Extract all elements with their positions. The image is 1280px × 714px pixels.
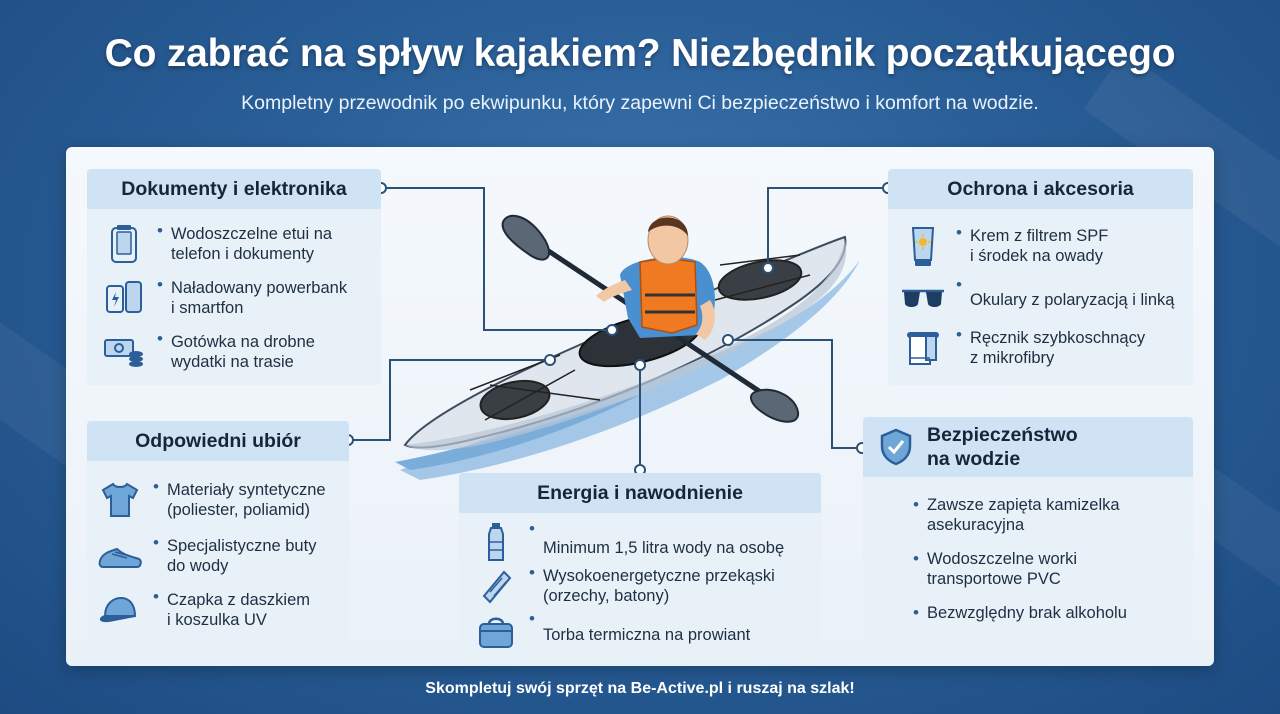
- item-text: Wodoszczelne etui na: [170, 225, 333, 243]
- list-item: • Torba termiczna na prowiant: [473, 609, 750, 655]
- protection-card: [888, 169, 1193, 385]
- item-text: Ręcznik szybkoschnący: [969, 329, 1146, 347]
- item-text: do wody: [166, 557, 229, 575]
- list-item: • Naładowany powerbank i smartfon: [101, 275, 347, 321]
- item-text: Specjalistyczne buty: [166, 537, 317, 555]
- item-text: Torba termiczna na prowiant: [542, 626, 751, 644]
- item-text: Gotówka na drobne: [170, 333, 315, 351]
- sunglasses-icon: [900, 275, 946, 321]
- documents-card-title: Dokumenty i elektronika: [87, 169, 381, 209]
- item-text: Wysokoenergetyczne przekąski: [542, 567, 775, 585]
- item-text: Bezwzględny brak alkoholu: [926, 604, 1127, 622]
- footer-cta: Skompletuj swój sprzęt na Be-Active.pl i ruszaj na szlak!: [425, 680, 855, 697]
- item-text: (orzechy, batony): [542, 587, 670, 605]
- clothing-card-title: Odpowiedni ubiór: [87, 421, 349, 461]
- tshirt-icon: [97, 477, 143, 523]
- item-text: Wodoszczelne worki: [926, 550, 1078, 568]
- safety-card: [863, 417, 1193, 643]
- item-text: Zawsze zapięta kamizelka: [926, 496, 1120, 514]
- protection-card-title: Ochrona i akcesoria: [888, 169, 1193, 209]
- shield-check-icon: [879, 428, 913, 466]
- towel-icon: [900, 325, 946, 371]
- page-subtitle: Kompletny przewodnik po ekwipunku, który zapewni Ci bezpieczeństwo i komfort na wodzie.: [241, 92, 1039, 114]
- list-item: • Zawsze zapięta kamizelka asekuracyjna: [913, 495, 1120, 534]
- list-item: • Materiały syntetyczne (poliester, poliamid): [97, 477, 326, 523]
- list-item: • Wysokoenergetyczne przekąski (orzechy, batony): [473, 563, 775, 609]
- energy-card-title: Energia i nawodnienie: [459, 473, 821, 513]
- item-text: i koszulka UV: [166, 611, 267, 629]
- list-item: • Specjalistyczne buty do wody: [97, 533, 316, 579]
- list-item: • Krem z filtrem SPF i środek na owady: [900, 223, 1108, 269]
- water-bottle-icon: [473, 519, 519, 565]
- kayaker-icon: [596, 216, 715, 340]
- item-text: telefon i dokumenty: [170, 245, 315, 263]
- list-item: • Wodoszczelne worki transportowe PVC: [913, 549, 1078, 588]
- safety-card-title-line1: Bezpieczeństwo: [927, 424, 1078, 446]
- item-text: Materiały syntetyczne: [166, 481, 326, 499]
- list-item: • Gotówka na drobne wydatki na trasie: [101, 329, 315, 375]
- item-text: z mikrofibry: [969, 349, 1055, 367]
- item-text: Minimum 1,5 litra wody na osobę: [542, 539, 785, 557]
- list-item: • Ręcznik szybkoschnący z mikrofibry: [900, 325, 1145, 371]
- item-text: transportowe PVC: [926, 570, 1061, 588]
- item-text: (poliester, poliamid): [166, 501, 311, 519]
- safety-card-header: [863, 417, 1193, 477]
- powerbank-icon: [101, 275, 147, 321]
- snack-bar-icon: [473, 563, 519, 609]
- list-item: • Bezwzględny brak alkoholu: [913, 603, 1127, 622]
- cooler-bag-icon: [473, 609, 519, 655]
- clothing-card: [87, 421, 349, 643]
- cap-icon: [97, 587, 143, 633]
- cash-icon: [101, 329, 147, 375]
- item-text: asekuracyjna: [926, 516, 1025, 534]
- item-text: Okulary z polaryzacją i linką: [969, 290, 1175, 309]
- energy-card: [459, 473, 821, 665]
- page-title: Co zabrać na spływ kajakiem? Niezbędnik początkującego: [104, 32, 1176, 75]
- water-shoe-icon: [97, 533, 143, 579]
- list-item: • Wodoszczelne etui na telefon i dokumenty: [101, 221, 332, 267]
- item-text: wydatki na trasie: [170, 353, 294, 371]
- item-text: i środek na owady: [969, 247, 1103, 265]
- waterproof-phone-case-icon: [101, 221, 147, 267]
- documents-card: [87, 169, 381, 385]
- item-text: Czapka z daszkiem: [166, 591, 311, 609]
- item-text: Krem z filtrem SPF: [969, 227, 1109, 245]
- list-item: • Minimum 1,5 litra wody na osobę: [473, 519, 784, 565]
- item-text: Naładowany powerbank: [170, 279, 348, 297]
- list-item: • Okulary z polaryzacją i linką: [900, 275, 1174, 321]
- safety-card-title-line2: na wodzie: [927, 448, 1021, 470]
- list-item: • Czapka z daszkiem i koszulka UV: [97, 587, 310, 633]
- item-text: i smartfon: [170, 299, 244, 317]
- sunscreen-icon: [900, 223, 946, 269]
